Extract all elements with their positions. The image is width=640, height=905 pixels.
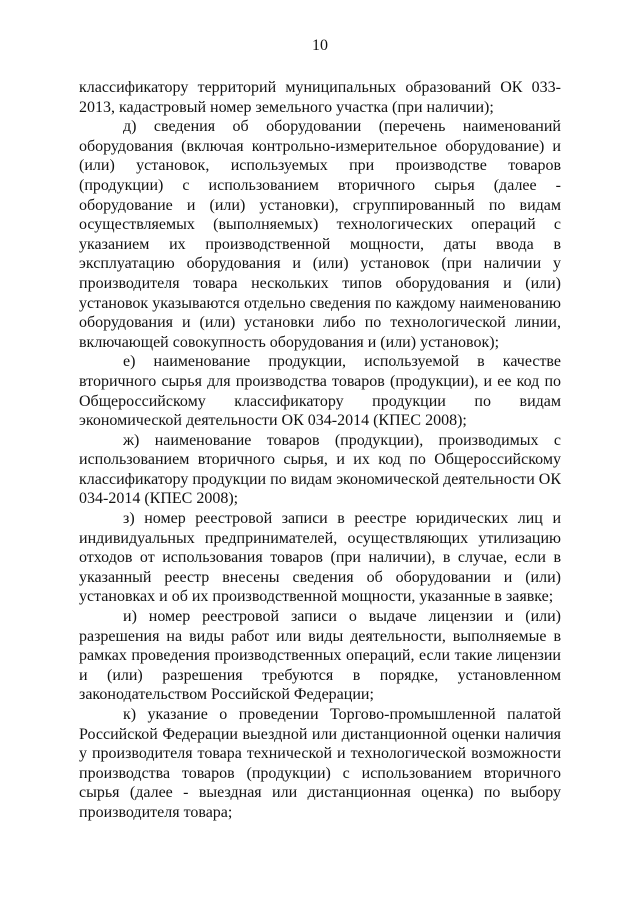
page-number: 10 <box>312 37 328 54</box>
paragraph-classifier-continuation: классификатору территорий муниципальных образований ОК 033-2013, кадастровый номер земельного участка (при наличии); <box>79 79 561 116</box>
document-body <box>79 78 561 823</box>
paragraph-item-i-license-number: и) номер реестровой записи о выдаче лицензии и (или) разрешения на виды работ или виды деятельности, выполняемые в рамках проведения производственных операций, если такие лицензии и (или) разрешения требуются в порядке, установленном законодательством Российской Федерации; <box>79 608 561 704</box>
paragraph-item-e-product-name: е) наименование продукции, используемой в качестве вторичного сырья для производства товаров (продукции), и ее код по Общероссийскому классификатору продукции по видам экономической деятельности ОК 034-2014 (КПЕС 2008); <box>79 353 561 430</box>
paragraph-item-zh-goods-name: ж) наименование товаров (продукции), производимых с использованием вторичного сырья, и их код по Общероссийскому классификатору продукции по видам экономической деятельности ОК 034-2014 (КПЕС 2008); <box>79 431 561 508</box>
paragraph-item-d-equipment: д) сведения об оборудовании (перечень наименований оборудования (включая контрольно-измерительное оборудование) и (или) установок, используемых при производстве товаров (продукции) с использованием вторичного сырья (далее - оборудование и (или) установки), сгруппированный по видам осуществляемых (выполняемых) технологических операций с указанием их производственной мощности, даты ввода в эксплуатацию оборудования и (или) установок (при наличии у производителя товара нескольких типов оборудования и (или) установок указываются отдельно сведения по каждому наименованию оборудования и (или) установки либо по технологической линии, включающей совокупность оборудования и (или) установок); <box>79 118 561 351</box>
paragraph-item-k-assessment: к) указание о проведении Торгово-промышленной палатой Российской Федерации выездной или дистанционной оценки наличия у производителя товара технической и технологической возможности производства товаров (продукции) с использованием вторичного сырья (далее - выездная или дистанционная оценка) по выбору производителя товара; <box>79 706 561 821</box>
paragraph-item-z-registry-number: з) номер реестровой записи в реестре юридических лиц и индивидуальных предпринимателей, осуществляющих утилизацию отходов от использования товаров (при наличии), в случае, если в указанный реестр внесены сведения об оборудовании и (или) установках и об их производственной мощности, указанные в заявке; <box>79 510 561 606</box>
